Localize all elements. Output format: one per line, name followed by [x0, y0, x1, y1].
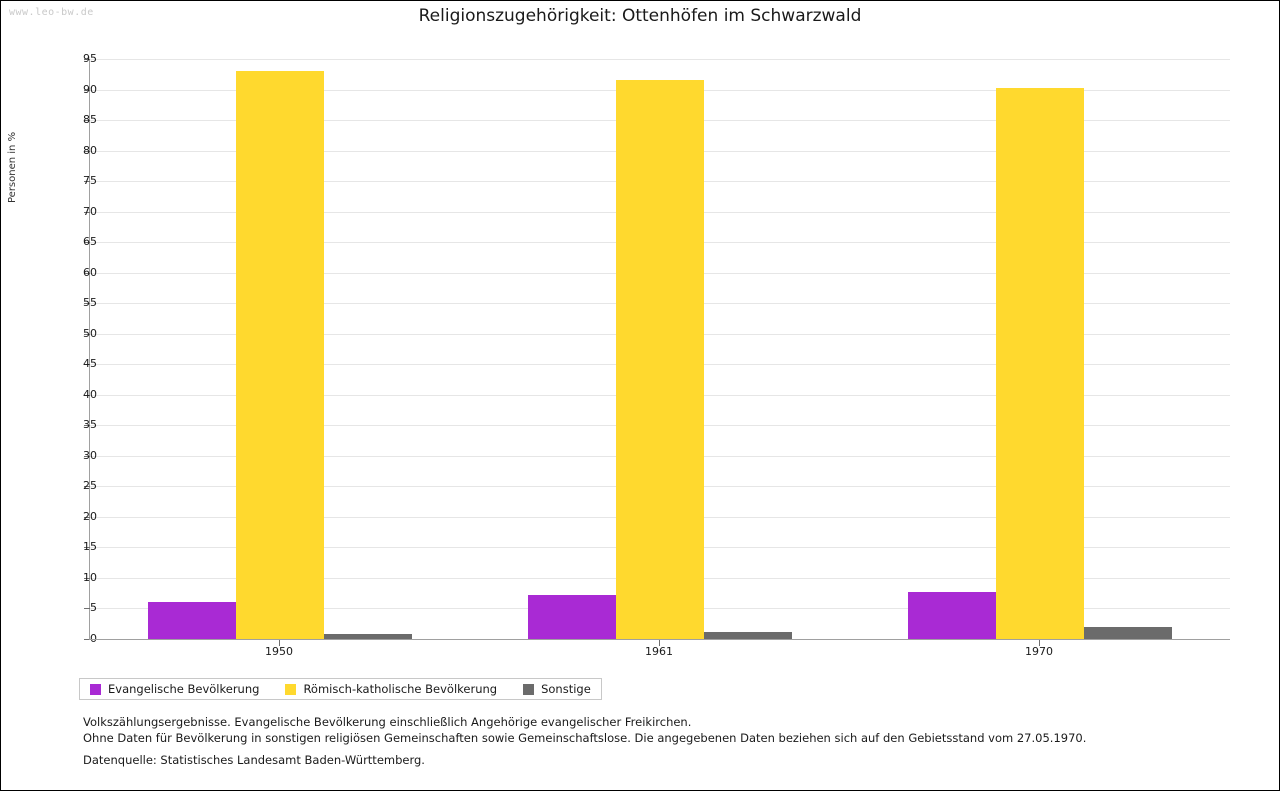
- x-tick-label: 1961: [645, 645, 673, 658]
- footnotes: [83, 714, 1086, 746]
- legend-item-evangelisch[interactable]: [90, 682, 259, 696]
- bar-kath-1970[interactable]: [996, 88, 1084, 639]
- footnote-line: Ohne Daten für Bevölkerung in sonstigen religiösen Gemeinschaften sowie Gemeinschaftslose. Die angegebenen Daten beziehen sich auf den Gebietsstand vom 27.05.1970.: [83, 731, 1087, 745]
- legend-label: Evangelische Bevölkerung: [108, 682, 260, 696]
- legend: [79, 678, 602, 700]
- y-tick-label: 85: [83, 113, 97, 127]
- y-tick-label: 5: [90, 601, 97, 615]
- gridline: [90, 59, 1230, 60]
- bar-kath-1961[interactable]: [616, 80, 704, 639]
- y-tick-label: 25: [83, 479, 97, 493]
- y-tick-label: 10: [83, 570, 97, 584]
- y-tick-label: 30: [83, 448, 97, 462]
- bar-evang-1950[interactable]: [148, 602, 236, 639]
- watermark-label: www.leo-bw.de: [9, 7, 94, 18]
- bar-evang-1961[interactable]: [528, 595, 616, 639]
- y-tick-label: 40: [83, 387, 97, 401]
- bar-evang-1970[interactable]: [908, 592, 996, 639]
- y-tick-label: 50: [83, 326, 97, 340]
- plot-area: [83, 52, 1229, 639]
- legend-item-sonstige[interactable]: [523, 682, 591, 696]
- bar-sonst-1961[interactable]: [704, 632, 792, 639]
- legend-label: Sonstige: [541, 682, 591, 696]
- y-tick-label: 70: [83, 204, 97, 218]
- y-axis-label: Personen in %: [7, 131, 18, 203]
- y-tick-label: 95: [83, 52, 97, 65]
- legend-item-katholisch[interactable]: [285, 682, 497, 696]
- x-tick-label: 1970: [1025, 645, 1053, 658]
- y-tick-label: 55: [83, 296, 97, 310]
- legend-swatch-icon: [523, 684, 534, 695]
- bar-sonst-1970[interactable]: [1084, 627, 1172, 639]
- y-tick-label: 65: [83, 235, 97, 249]
- source-note: Datenquelle: Statistisches Landesamt Baden-Württemberg.: [83, 753, 425, 767]
- y-tick-label: 60: [83, 265, 97, 279]
- y-tick-label: 35: [83, 418, 97, 432]
- legend-swatch-icon: [285, 684, 296, 695]
- y-tick-label: 20: [83, 509, 97, 523]
- x-tick-label: 1950: [265, 645, 293, 658]
- y-tick-label: 80: [83, 143, 97, 157]
- page-title: Religionszugehörigkeit: Ottenhöfen im Schwarzwald: [418, 6, 862, 26]
- bar-kath-1950[interactable]: [236, 71, 324, 639]
- y-tick-label: 45: [83, 357, 97, 371]
- legend-label: Römisch-katholische Bevölkerung: [303, 682, 498, 696]
- y-tick-label: 15: [83, 540, 97, 554]
- y-tick-label: 90: [83, 82, 97, 96]
- legend-swatch-icon: [90, 684, 101, 695]
- footnote-line: Volkszählungsergebnisse. Evangelische Bevölkerung einschließlich Angehörige evangelischer Freikirchen.: [83, 715, 692, 729]
- y-tick-label: 75: [83, 174, 97, 188]
